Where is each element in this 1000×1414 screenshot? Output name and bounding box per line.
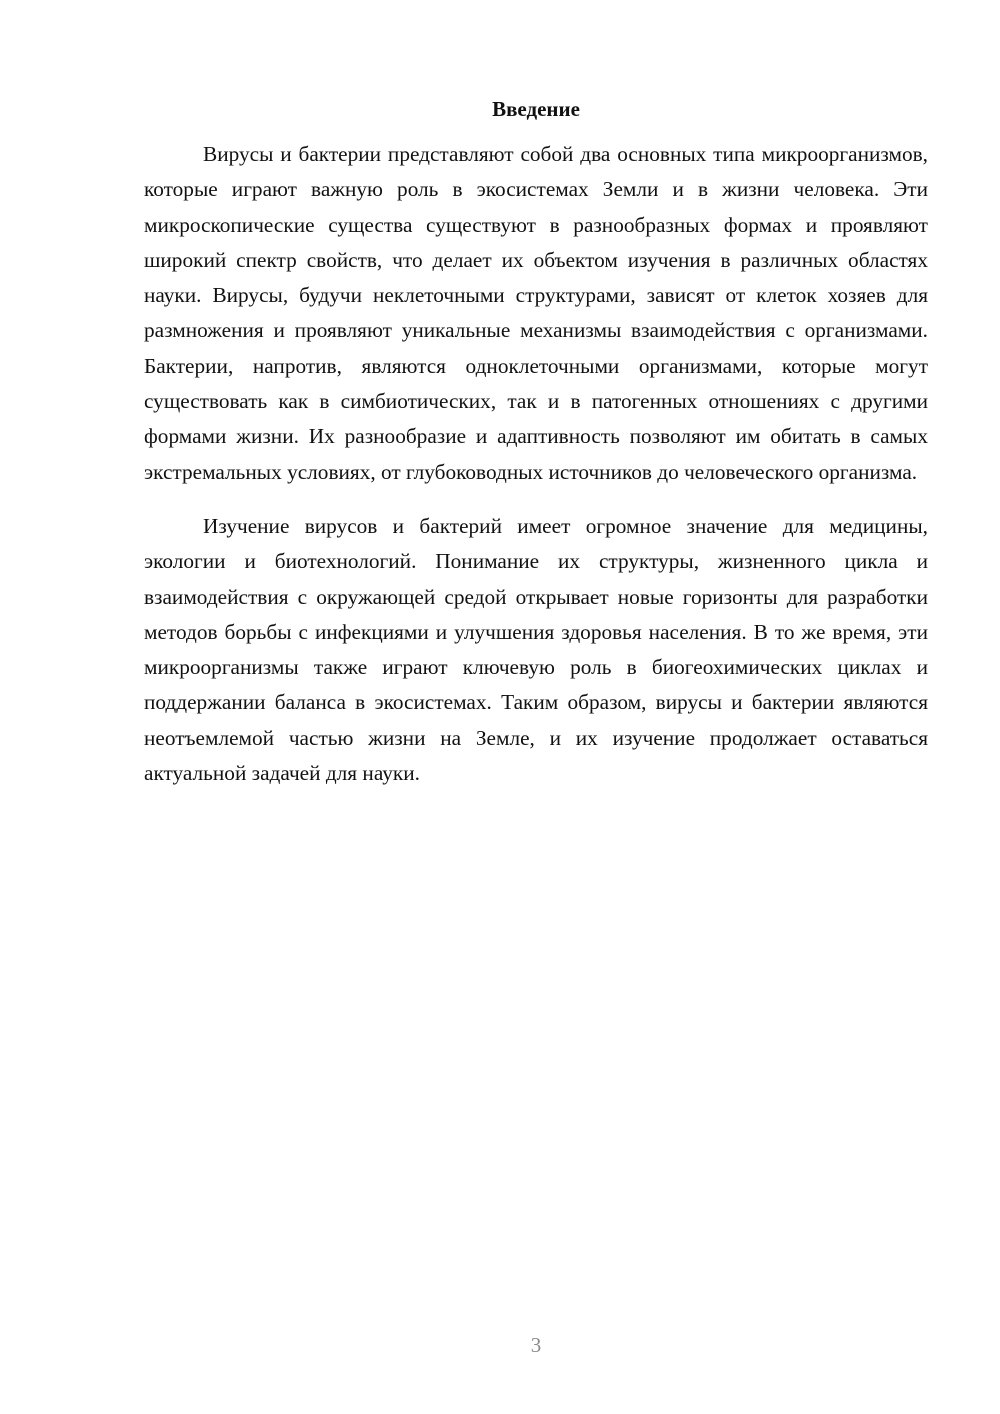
paragraph-1: Вирусы и бактерии представляют собой два основных типа микроорганизмов, которые играют важную роль в экосистемах Земли и в жизни человека. Эти микроскопические существа существуют в разнообразных формах и проявляют широкий спектр свойств, что делает их объектом изучения в различных областях науки. Вирусы, будучи неклеточными структурами, зависят от клеток хозяев для размножения и проявляют уникальные механизмы взаимодействия с организмами. Бактерии, напротив, являются одноклеточными организмами, которые могут существовать как в симбиотических, так и в патогенных отношениях с другими формами жизни. Их разнообразие и адаптивность позволяют им обитать в самых экстремальных условиях, от глубоководных источников до человеческого организма. [144,142,928,484]
page-number: 3 [530,1333,542,1357]
section-heading: Введение [492,97,580,121]
paragraph-2: Изучение вирусов и бактерий имеет огромное значение для медицины, экологии и биотехнологий. Понимание их структуры, жизненного цикла и взаимодействия с окружающей средой открывает новые горизонты для разработки методов борьбы с инфекциями и улучшения здоровья населения. В то же время, эти микроорганизмы также играют ключевую роль в биогеохимических циклах и поддержании баланса в экосистемах. Таким образом, вирусы и бактерии являются неотъемлемой частью жизни на Земле, и их изучение продолжает оставаться актуальной задачей для науки. [144,513,928,786]
page-content [144,94,928,791]
